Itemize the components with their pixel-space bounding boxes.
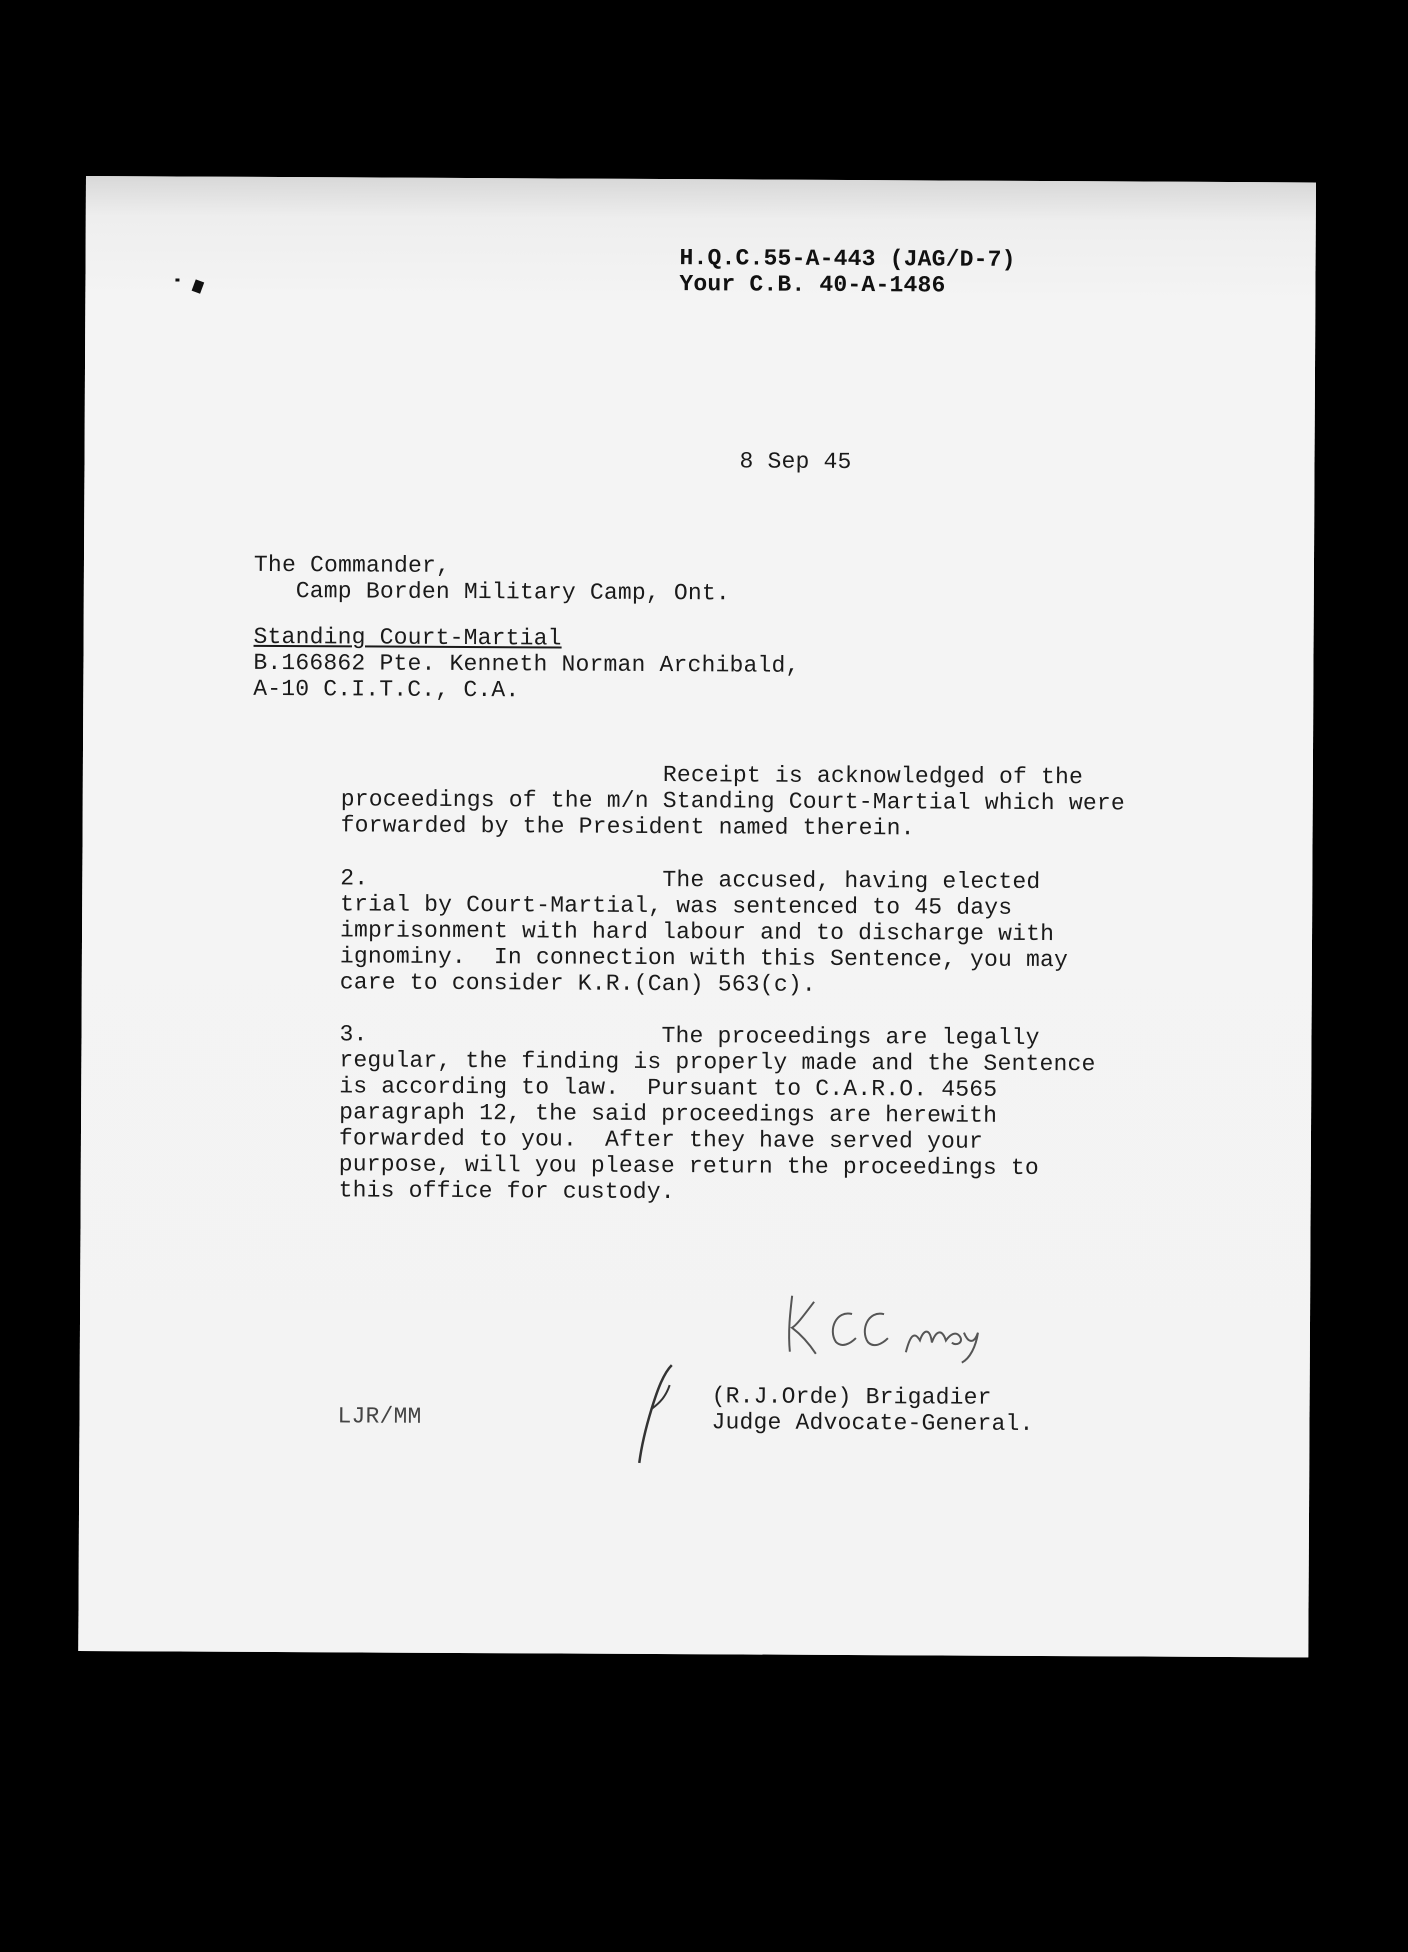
addressee-line-1: The Commander, — [253, 551, 451, 579]
scan-speck — [175, 278, 179, 281]
paragraph-line: forwarded by the President named therein. — [340, 812, 915, 842]
signatory-name: (R.J.Orde) Brigadier — [711, 1383, 992, 1411]
subject-line-2: B.166862 Pte. Kenneth Norman Archibald, — [253, 649, 800, 679]
paragraph-3 — [339, 1021, 1240, 1208]
paragraph-line: trial by Court-Martial, was sentenced to 45 days — [340, 891, 1013, 921]
paragraph-line: care to consider K.R.(Can) 563(c). — [339, 969, 816, 998]
paragraph-line: 3. The proceedings are legally — [339, 1021, 1040, 1052]
subject-title: Standing Court-Martial — [253, 623, 562, 652]
paragraph-line: proceedings of the m/n Standing Court-Martial which were — [340, 786, 1125, 817]
reference-block — [679, 245, 1015, 299]
reference-line-2: Your C.B. 40-A-1486 — [679, 271, 946, 299]
letter-page — [78, 176, 1316, 1657]
typist-initials: LJR/MM — [337, 1403, 422, 1430]
handwritten-signature — [780, 1284, 1000, 1365]
letter-date: 8 Sep 45 — [739, 448, 852, 476]
subject-block — [253, 624, 799, 705]
subject-line-3: A-10 C.I.T.C., C.A. — [253, 675, 520, 704]
paragraph-line: ignominy. In connection with this Sentence, you may — [339, 943, 1069, 974]
addressee-line-2: Camp Borden Military Camp, Ont. — [253, 577, 730, 607]
paragraph-line: purpose, will you please return the proceedings to — [338, 1151, 1040, 1182]
initial-mark — [629, 1359, 680, 1469]
paragraph-line: is according to law. Pursuant to C.A.R.O. 4565 — [339, 1073, 998, 1103]
paragraph-line: this office for custody. — [338, 1177, 675, 1206]
paragraph-line: forwarded to you. After they have served your — [338, 1125, 984, 1155]
paragraph-2 — [340, 865, 1241, 1000]
addressee-block — [254, 552, 730, 606]
signature-block — [711, 1383, 1033, 1437]
paragraph-1 — [341, 760, 1241, 843]
paragraph-line: imprisonment with hard labour and to discharge with — [339, 917, 1055, 948]
paragraph-line: regular, the finding is properly made and the Sentence — [339, 1047, 1096, 1078]
paragraph-line: paragraph 12, the said proceedings are herewith — [339, 1099, 998, 1129]
scan-speck — [192, 279, 205, 293]
paragraph-line: 2. The accused, having elected — [340, 865, 1041, 896]
paragraph-line: Receipt is acknowledged of the — [340, 760, 1084, 791]
reference-line-1: H.Q.C.55-A-443 (JAG/D-7) — [679, 245, 1016, 273]
signatory-title: Judge Advocate-General. — [711, 1409, 1034, 1437]
